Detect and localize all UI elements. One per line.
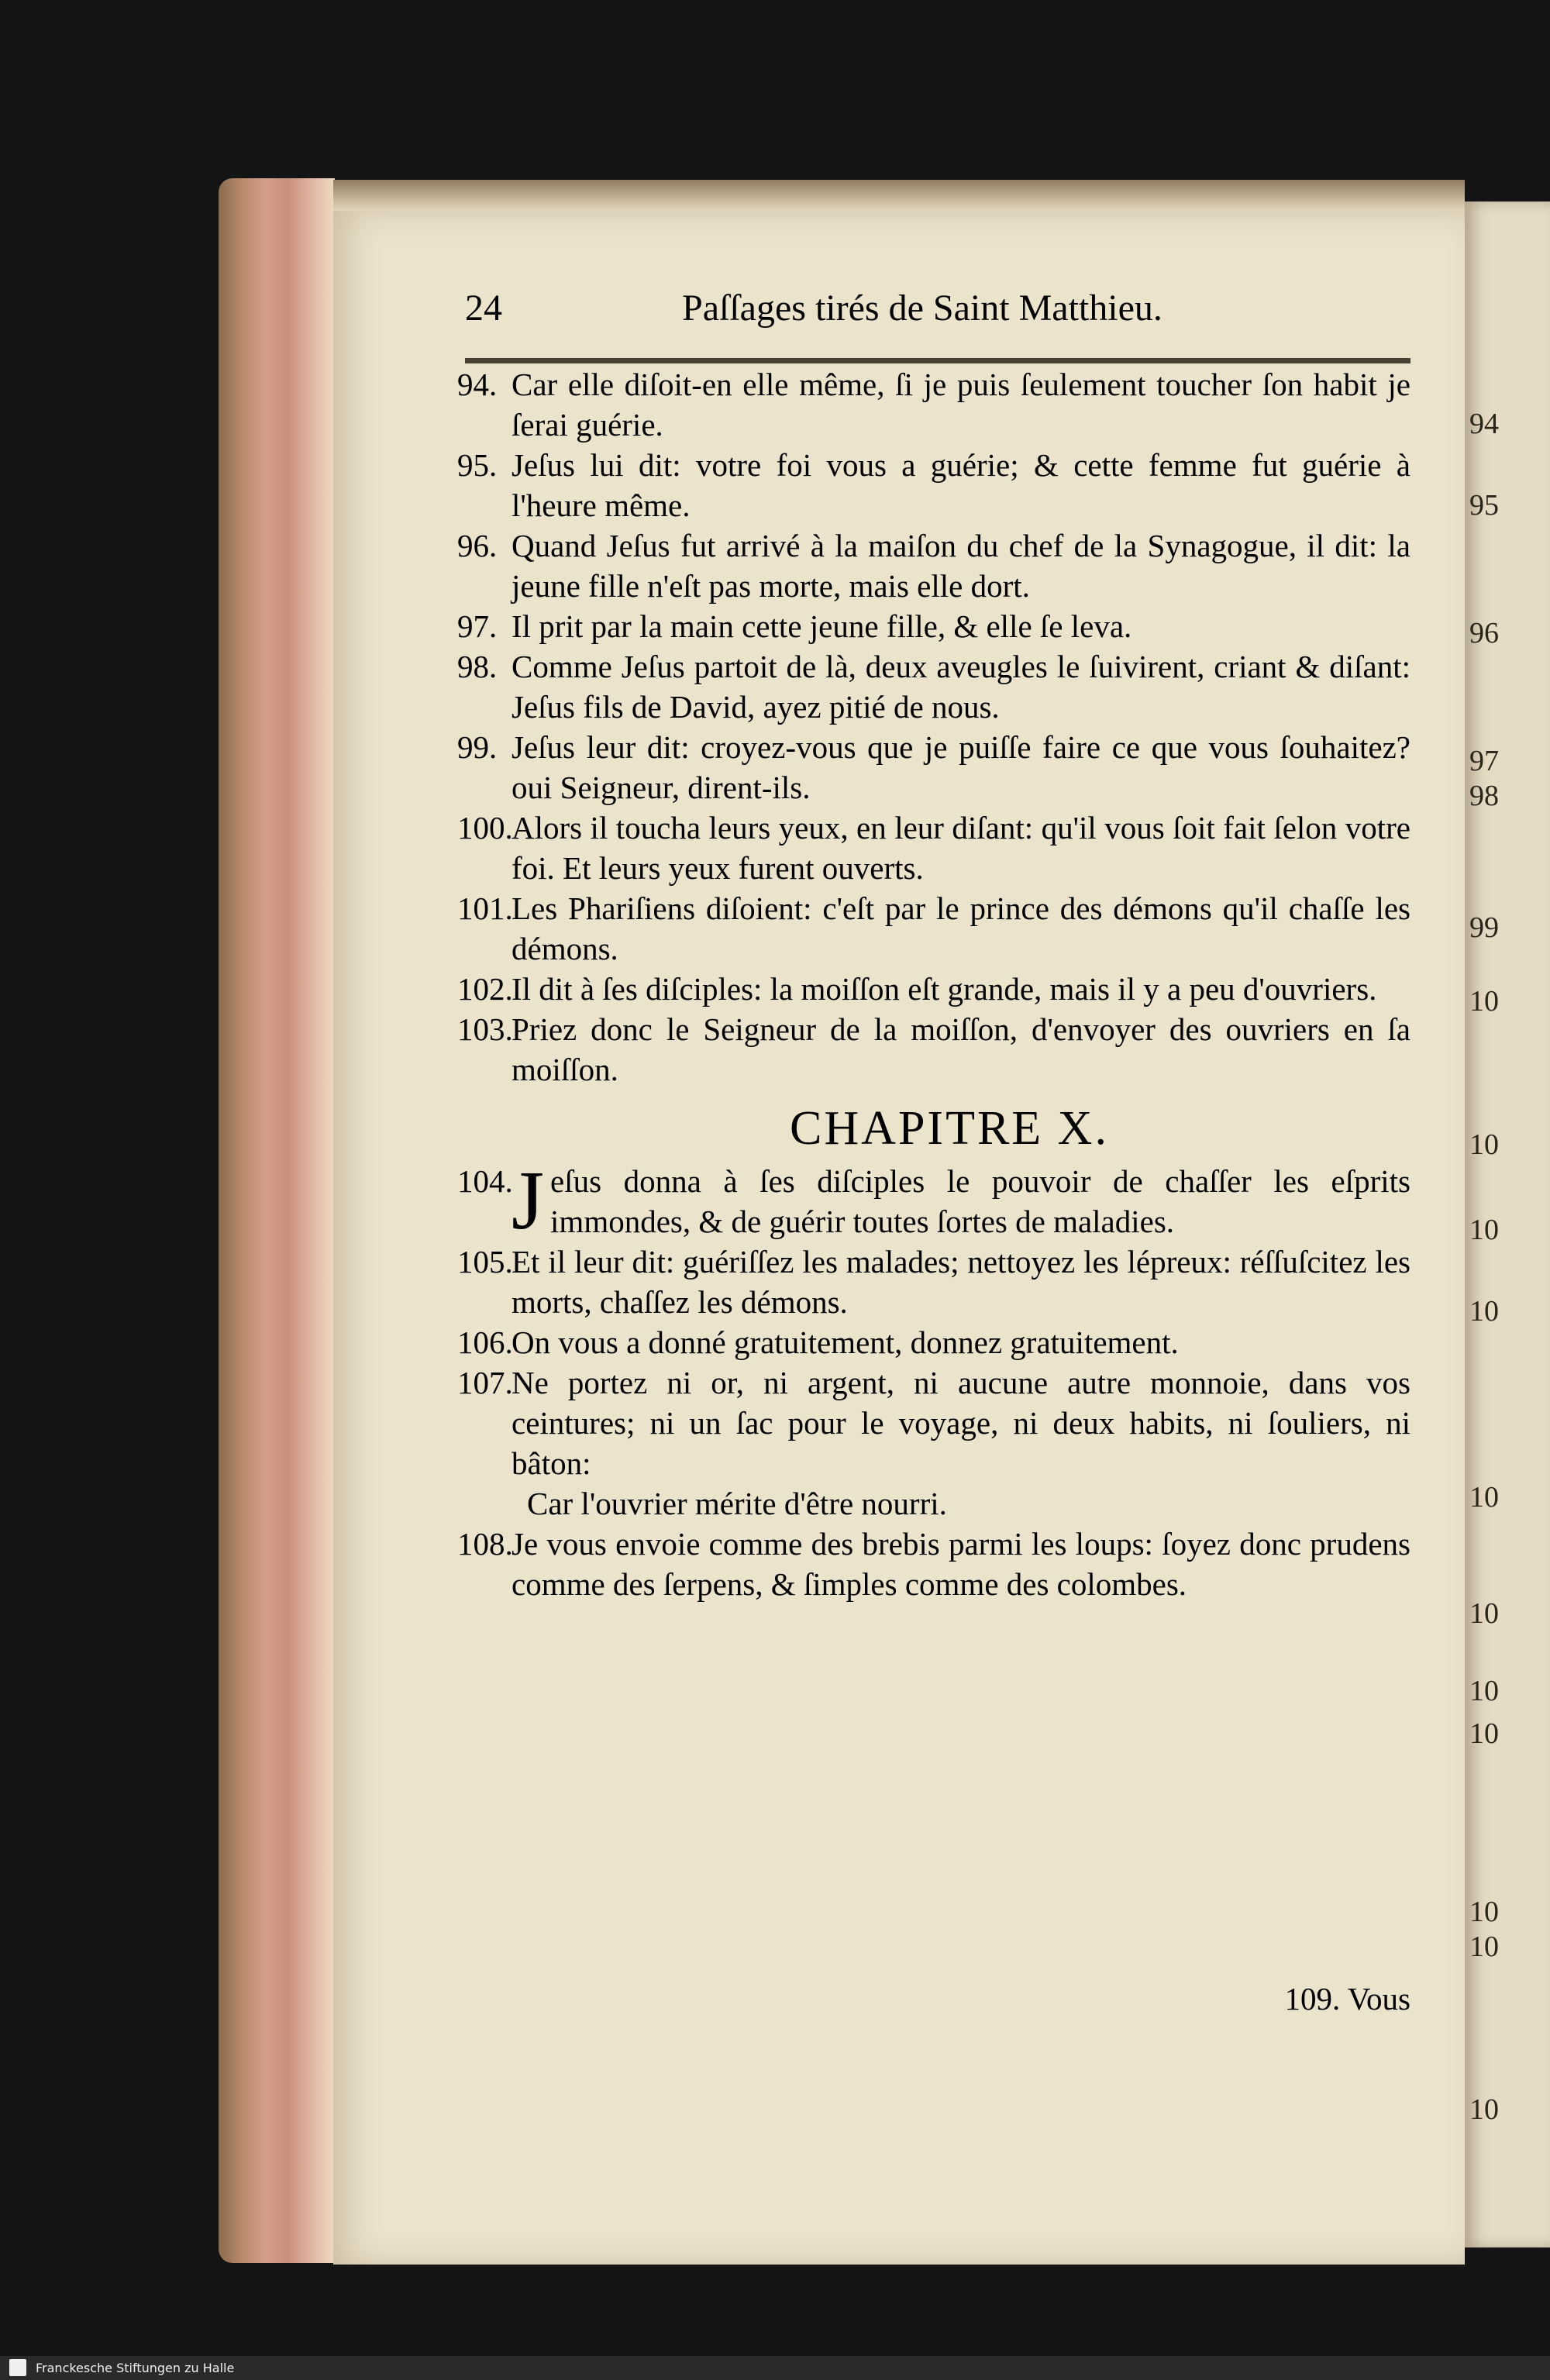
verse xyxy=(457,1242,1410,1322)
chapter-heading: CHAPITRE X. xyxy=(790,1102,1109,1155)
facing-fragment: 96 xyxy=(1469,617,1499,649)
page-number: 24 xyxy=(465,288,502,329)
verse-text: Jeſus lui dit: votre foi vous a guérie; & cette femme fut guérie à l'heure même. xyxy=(512,447,1410,523)
facing-fragment: 10 xyxy=(1469,2093,1499,2126)
facing-fragment: 10 xyxy=(1469,1931,1499,1963)
verse-number: 100. xyxy=(457,810,513,846)
verse xyxy=(457,606,1410,646)
verse xyxy=(457,525,1410,606)
verse-text: Ne portez ni or, ni argent, ni aucune autre monnoie, dans vos ceintures; ni un ſac pour le voyage, ni deux habits, ni ſouliers, ni bâton: xyxy=(512,1365,1410,1481)
verse-text: Comme Jeſus partoit de là, deux aveugles le ſuivirent, criant & diſant: Jeſus fils de David, ayez pitié de nous. xyxy=(512,649,1410,725)
verse-number: 96. xyxy=(457,528,498,563)
facing-fragment: 10 xyxy=(1469,1717,1499,1750)
verse xyxy=(457,1322,1410,1362)
facing-fragment: 10 xyxy=(1469,1295,1499,1328)
verse-text: Je vous envoie comme des brebis parmi les loups: ſoyez donc prudens comme des ſerpens, & ſimples comme des colombes. xyxy=(512,1526,1410,1602)
facing-fragment: 10 xyxy=(1469,1214,1499,1246)
facing-fragment: 98 xyxy=(1469,780,1499,812)
facing-page-edge xyxy=(1465,201,1550,2247)
header-rule xyxy=(465,358,1410,363)
verse xyxy=(457,969,1410,1009)
verse-number: 99. xyxy=(457,729,498,765)
verse xyxy=(457,727,1410,808)
verse-subline: Car l'ouvrier mérite d'être nourri. xyxy=(527,1486,947,1521)
verse xyxy=(457,1009,1410,1090)
verse-text: Priez donc le Seigneur de la moiſſon, d'envoyer des ouvriers en ſa moiſſon. xyxy=(512,1011,1410,1087)
verse xyxy=(457,808,1410,888)
facing-fragment: 10 xyxy=(1469,1128,1499,1161)
footer-bar xyxy=(0,2356,1550,2380)
verse-number: 94. xyxy=(457,367,498,402)
verse xyxy=(457,445,1410,525)
verse-text: On vous a donné gratuitement, donnez gratuitement. xyxy=(512,1324,1179,1360)
verse xyxy=(457,364,1410,445)
verse xyxy=(457,888,1410,969)
running-header xyxy=(465,287,1410,341)
page-body xyxy=(457,364,1410,1604)
verse-number: 104. xyxy=(457,1163,513,1199)
facing-fragment: 95 xyxy=(1469,489,1499,522)
facing-fragment: 99 xyxy=(1469,911,1499,944)
facing-fragment: 10 xyxy=(1469,1675,1499,1707)
verse-number: 95. xyxy=(457,447,498,483)
drop-cap: J xyxy=(512,1155,545,1247)
verse-text: Jeſus leur dit: croyez-vous que je puiſſe faire ce que vous ſouhaitez? oui Seigneur, dirent-ils. xyxy=(512,729,1410,805)
verse-number: 107. xyxy=(457,1365,513,1400)
verse-text: Et il leur dit: guériſſez les malades; nettoyez les lépreux: réſſuſcitez les morts, chaſſez les démons. xyxy=(512,1244,1410,1320)
verse-text: Quand Jeſus fut arrivé à la maiſon du chef de la Synagogue, il dit: la jeune fille n'eſt pas morte, mais elle dort. xyxy=(512,528,1410,604)
running-title: Paſſages tirés de Saint Matthieu. xyxy=(682,288,1162,329)
verse-number: 97. xyxy=(457,608,498,644)
verse-text: Il prit par la main cette jeune fille, & elle ſe leva. xyxy=(512,608,1132,644)
facing-fragment: 94 xyxy=(1469,408,1499,440)
verse-text: Il dit à ſes diſciples: la moiſſon eſt grande, mais il y a peu d'ouvriers. xyxy=(512,971,1377,1007)
facing-fragment: 97 xyxy=(1469,745,1499,777)
catchword: 109. Vous xyxy=(1284,1981,1410,2017)
page-edge xyxy=(219,178,335,2263)
verse-text: Car elle diſoit-en elle même, ſi je puis ſeulement toucher ſon habit je ſerai guérie. xyxy=(512,367,1410,443)
verse-number: 105. xyxy=(457,1244,513,1280)
verse-number: 106. xyxy=(457,1324,513,1360)
verse-text: Les Phariſiens diſoient: c'eſt par le prince des démons qu'il chaſſe les démons. xyxy=(512,890,1410,966)
footer-credit: Franckesche Stiftungen zu Halle xyxy=(36,2361,235,2375)
facing-fragment: 10 xyxy=(1469,1597,1499,1630)
verse-text: eſus donna à ſes diſciples le pouvoir de chaſſer les eſprits immondes, & de guérir toutes ſortes de maladies. xyxy=(550,1163,1410,1239)
verse xyxy=(457,646,1410,727)
verse-number: 102. xyxy=(457,971,513,1007)
verse-number: 98. xyxy=(457,649,498,684)
verse-number: 108. xyxy=(457,1526,513,1562)
verse-number: 103. xyxy=(457,1011,513,1047)
verse-number: 101. xyxy=(457,890,513,926)
verse xyxy=(457,1362,1410,1524)
institution-logo-icon xyxy=(9,2359,26,2376)
verse xyxy=(457,1155,1410,1247)
verse xyxy=(457,1524,1410,1604)
facing-fragment: 10 xyxy=(1469,1481,1499,1514)
verse-text: Alors il toucha leurs yeux, en leur diſant: qu'il vous ſoit fait ſelon votre foi. Et leurs yeux furent ouverts. xyxy=(512,810,1410,886)
facing-fragment: 10 xyxy=(1469,985,1499,1018)
facing-fragment: 10 xyxy=(1469,1896,1499,1928)
